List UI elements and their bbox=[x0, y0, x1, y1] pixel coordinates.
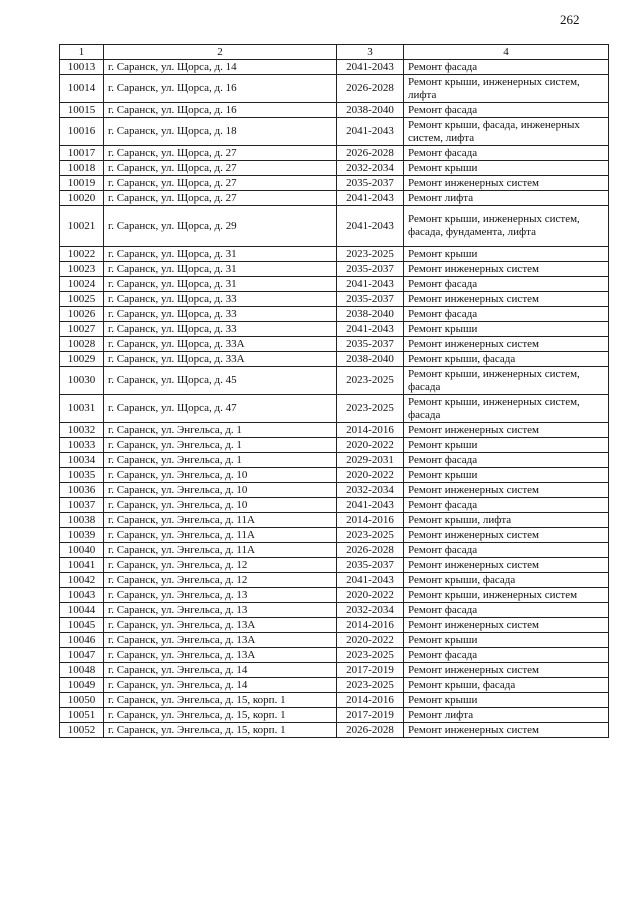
row-address: г. Саранск, ул. Щорса, д. 33 bbox=[104, 322, 337, 337]
row-work: Ремонт крыши, инженерных систем, фасада bbox=[404, 367, 609, 395]
row-period: 2014-2016 bbox=[337, 423, 404, 438]
page-number: 262 bbox=[560, 12, 580, 27]
row-id: 10032 bbox=[60, 423, 104, 438]
row-id: 10043 bbox=[60, 588, 104, 603]
row-work: Ремонт крыши bbox=[404, 438, 609, 453]
row-address: г. Саранск, ул. Энгельса, д. 13А bbox=[104, 618, 337, 633]
row-address: г. Саранск, ул. Щорса, д. 31 bbox=[104, 247, 337, 262]
row-address: г. Саранск, ул. Энгельса, д. 15, корп. 1 bbox=[104, 723, 337, 738]
row-period: 2014-2016 bbox=[337, 513, 404, 528]
row-period: 2023-2025 bbox=[337, 395, 404, 423]
row-period: 2026-2028 bbox=[337, 75, 404, 103]
row-work: Ремонт инженерных систем bbox=[404, 262, 609, 277]
row-address: г. Саранск, ул. Щорса, д. 45 bbox=[104, 367, 337, 395]
row-address: г. Саранск, ул. Щорса, д. 33А bbox=[104, 337, 337, 352]
row-address: г. Саранск, ул. Щорса, д. 31 bbox=[104, 262, 337, 277]
row-period: 2038-2040 bbox=[337, 352, 404, 367]
table-row bbox=[60, 60, 609, 75]
row-work: Ремонт крыши bbox=[404, 322, 609, 337]
row-period: 2032-2034 bbox=[337, 483, 404, 498]
table-row bbox=[60, 648, 609, 663]
row-work: Ремонт лифта bbox=[404, 191, 609, 206]
row-work: Ремонт крыши bbox=[404, 693, 609, 708]
header-row bbox=[60, 45, 609, 60]
row-address: г. Саранск, ул. Щорса, д. 27 bbox=[104, 161, 337, 176]
row-id: 10019 bbox=[60, 176, 104, 191]
row-work: Ремонт инженерных систем bbox=[404, 176, 609, 191]
row-work: Ремонт инженерных систем bbox=[404, 528, 609, 543]
row-id: 10050 bbox=[60, 693, 104, 708]
row-work: Ремонт фасада bbox=[404, 60, 609, 75]
row-id: 10047 bbox=[60, 648, 104, 663]
table-row bbox=[60, 678, 609, 693]
header-col-2: 2 bbox=[104, 45, 337, 60]
row-period: 2041-2043 bbox=[337, 322, 404, 337]
header-col-1: 1 bbox=[60, 45, 104, 60]
row-address: г. Саранск, ул. Энгельса, д. 1 bbox=[104, 423, 337, 438]
row-period: 2041-2043 bbox=[337, 498, 404, 513]
row-period: 2020-2022 bbox=[337, 588, 404, 603]
row-id: 10015 bbox=[60, 103, 104, 118]
row-address: г. Саранск, ул. Энгельса, д. 13 bbox=[104, 603, 337, 618]
header-col-3: 3 bbox=[337, 45, 404, 60]
row-address: г. Саранск, ул. Энгельса, д. 14 bbox=[104, 663, 337, 678]
table-row bbox=[60, 483, 609, 498]
row-work: Ремонт инженерных систем bbox=[404, 423, 609, 438]
table-row bbox=[60, 75, 609, 103]
table-row bbox=[60, 633, 609, 648]
row-period: 2026-2028 bbox=[337, 146, 404, 161]
row-work: Ремонт инженерных систем bbox=[404, 337, 609, 352]
row-id: 10016 bbox=[60, 118, 104, 146]
row-address: г. Саранск, ул. Энгельса, д. 10 bbox=[104, 468, 337, 483]
row-address: г. Саранск, ул. Щорса, д. 33 bbox=[104, 292, 337, 307]
row-id: 10039 bbox=[60, 528, 104, 543]
table-body bbox=[60, 60, 609, 738]
row-id: 10018 bbox=[60, 161, 104, 176]
row-id: 10024 bbox=[60, 277, 104, 292]
row-id: 10023 bbox=[60, 262, 104, 277]
row-period: 2032-2034 bbox=[337, 603, 404, 618]
row-period: 2020-2022 bbox=[337, 468, 404, 483]
table-row bbox=[60, 307, 609, 322]
row-period: 2023-2025 bbox=[337, 648, 404, 663]
row-work: Ремонт фасада bbox=[404, 277, 609, 292]
row-period: 2023-2025 bbox=[337, 678, 404, 693]
row-address: г. Саранск, ул. Энгельса, д. 13 bbox=[104, 588, 337, 603]
row-address: г. Саранск, ул. Щорса, д. 29 bbox=[104, 206, 337, 247]
row-address: г. Саранск, ул. Энгельса, д. 1 bbox=[104, 453, 337, 468]
table-row bbox=[60, 146, 609, 161]
table-row bbox=[60, 663, 609, 678]
row-id: 10049 bbox=[60, 678, 104, 693]
row-work: Ремонт крыши bbox=[404, 161, 609, 176]
row-address: г. Саранск, ул. Энгельса, д. 11А bbox=[104, 528, 337, 543]
row-id: 10046 bbox=[60, 633, 104, 648]
row-address: г. Саранск, ул. Щорса, д. 27 bbox=[104, 176, 337, 191]
row-period: 2035-2037 bbox=[337, 337, 404, 352]
row-period: 2041-2043 bbox=[337, 206, 404, 247]
row-id: 10038 bbox=[60, 513, 104, 528]
row-period: 2020-2022 bbox=[337, 438, 404, 453]
table-row bbox=[60, 247, 609, 262]
table-row bbox=[60, 618, 609, 633]
row-address: г. Саранск, ул. Энгельса, д. 12 bbox=[104, 558, 337, 573]
row-id: 10036 bbox=[60, 483, 104, 498]
row-period: 2014-2016 bbox=[337, 693, 404, 708]
row-address: г. Саранск, ул. Щорса, д. 27 bbox=[104, 191, 337, 206]
row-period: 2026-2028 bbox=[337, 723, 404, 738]
row-address: г. Саранск, ул. Щорса, д. 33 bbox=[104, 307, 337, 322]
row-work: Ремонт крыши bbox=[404, 633, 609, 648]
row-id: 10017 bbox=[60, 146, 104, 161]
row-period: 2041-2043 bbox=[337, 60, 404, 75]
row-address: г. Саранск, ул. Щорса, д. 18 bbox=[104, 118, 337, 146]
row-id: 10028 bbox=[60, 337, 104, 352]
row-id: 10020 bbox=[60, 191, 104, 206]
table-row bbox=[60, 292, 609, 307]
row-work: Ремонт инженерных систем bbox=[404, 483, 609, 498]
row-address: г. Саранск, ул. Щорса, д. 33А bbox=[104, 352, 337, 367]
row-address: г. Саранск, ул. Энгельса, д. 15, корп. 1 bbox=[104, 708, 337, 723]
table-row bbox=[60, 453, 609, 468]
row-address: г. Саранск, ул. Энгельса, д. 10 bbox=[104, 483, 337, 498]
row-period: 2038-2040 bbox=[337, 103, 404, 118]
row-period: 2035-2037 bbox=[337, 292, 404, 307]
row-period: 2035-2037 bbox=[337, 176, 404, 191]
table-row bbox=[60, 191, 609, 206]
row-period: 2017-2019 bbox=[337, 663, 404, 678]
row-work: Ремонт крыши, лифта bbox=[404, 513, 609, 528]
row-work: Ремонт крыши, инженерных систем, лифта bbox=[404, 75, 609, 103]
row-id: 10021 bbox=[60, 206, 104, 247]
row-address: г. Саранск, ул. Энгельса, д. 15, корп. 1 bbox=[104, 693, 337, 708]
row-period: 2023-2025 bbox=[337, 247, 404, 262]
table-row bbox=[60, 693, 609, 708]
table-row bbox=[60, 588, 609, 603]
row-work: Ремонт фасада bbox=[404, 146, 609, 161]
row-id: 10030 bbox=[60, 367, 104, 395]
table-row bbox=[60, 543, 609, 558]
row-work: Ремонт инженерных систем bbox=[404, 663, 609, 678]
table-row bbox=[60, 262, 609, 277]
table-row bbox=[60, 277, 609, 292]
row-work: Ремонт инженерных систем bbox=[404, 618, 609, 633]
row-id: 10022 bbox=[60, 247, 104, 262]
row-period: 2014-2016 bbox=[337, 618, 404, 633]
row-period: 2041-2043 bbox=[337, 277, 404, 292]
row-work: Ремонт крыши bbox=[404, 468, 609, 483]
row-id: 10026 bbox=[60, 307, 104, 322]
table-row bbox=[60, 118, 609, 146]
row-work: Ремонт крыши, фасада bbox=[404, 352, 609, 367]
row-id: 10051 bbox=[60, 708, 104, 723]
table-row bbox=[60, 528, 609, 543]
table-row bbox=[60, 723, 609, 738]
repair-schedule-table bbox=[59, 44, 609, 738]
table-row bbox=[60, 395, 609, 423]
table-row bbox=[60, 322, 609, 337]
row-address: г. Саранск, ул. Щорса, д. 16 bbox=[104, 75, 337, 103]
row-work: Ремонт фасада bbox=[404, 307, 609, 322]
row-address: г. Саранск, ул. Энгельса, д. 11А bbox=[104, 543, 337, 558]
row-period: 2035-2037 bbox=[337, 262, 404, 277]
row-period: 2017-2019 bbox=[337, 708, 404, 723]
row-id: 10041 bbox=[60, 558, 104, 573]
row-work: Ремонт фасада bbox=[404, 543, 609, 558]
table-row bbox=[60, 367, 609, 395]
row-period: 2035-2037 bbox=[337, 558, 404, 573]
row-address: г. Саранск, ул. Щорса, д. 16 bbox=[104, 103, 337, 118]
row-period: 2023-2025 bbox=[337, 528, 404, 543]
table-row bbox=[60, 468, 609, 483]
row-address: г. Саранск, ул. Энгельса, д. 10 bbox=[104, 498, 337, 513]
row-address: г. Саранск, ул. Щорса, д. 31 bbox=[104, 277, 337, 292]
table-row bbox=[60, 558, 609, 573]
row-id: 10013 bbox=[60, 60, 104, 75]
row-work: Ремонт фасада bbox=[404, 498, 609, 513]
table-row bbox=[60, 161, 609, 176]
row-id: 10035 bbox=[60, 468, 104, 483]
row-address: г. Саранск, ул. Энгельса, д. 11А bbox=[104, 513, 337, 528]
row-work: Ремонт крыши, инженерных систем, фасада bbox=[404, 395, 609, 423]
row-id: 10042 bbox=[60, 573, 104, 588]
row-period: 2041-2043 bbox=[337, 573, 404, 588]
row-period: 2041-2043 bbox=[337, 118, 404, 146]
row-work: Ремонт фасада bbox=[404, 648, 609, 663]
row-work: Ремонт фасада bbox=[404, 453, 609, 468]
row-address: г. Саранск, ул. Щорса, д. 47 bbox=[104, 395, 337, 423]
table-row bbox=[60, 423, 609, 438]
row-id: 10034 bbox=[60, 453, 104, 468]
table-row bbox=[60, 498, 609, 513]
row-address: г. Саранск, ул. Щорса, д. 14 bbox=[104, 60, 337, 75]
row-period: 2029-2031 bbox=[337, 453, 404, 468]
row-address: г. Саранск, ул. Энгельса, д. 14 bbox=[104, 678, 337, 693]
table-row bbox=[60, 438, 609, 453]
row-work: Ремонт инженерных систем bbox=[404, 558, 609, 573]
row-address: г. Саранск, ул. Энгельса, д. 1 bbox=[104, 438, 337, 453]
row-work: Ремонт инженерных систем bbox=[404, 723, 609, 738]
row-period: 2020-2022 bbox=[337, 633, 404, 648]
row-id: 10040 bbox=[60, 543, 104, 558]
row-work: Ремонт лифта bbox=[404, 708, 609, 723]
row-id: 10037 bbox=[60, 498, 104, 513]
row-id: 10025 bbox=[60, 292, 104, 307]
table-row bbox=[60, 103, 609, 118]
table-row bbox=[60, 573, 609, 588]
row-address: г. Саранск, ул. Энгельса, д. 13А bbox=[104, 648, 337, 663]
row-id: 10029 bbox=[60, 352, 104, 367]
table-row bbox=[60, 603, 609, 618]
row-work: Ремонт крыши bbox=[404, 247, 609, 262]
row-work: Ремонт фасада bbox=[404, 603, 609, 618]
row-period: 2041-2043 bbox=[337, 191, 404, 206]
row-id: 10033 bbox=[60, 438, 104, 453]
table-row bbox=[60, 352, 609, 367]
row-work: Ремонт фасада bbox=[404, 103, 609, 118]
row-period: 2023-2025 bbox=[337, 367, 404, 395]
row-address: г. Саранск, ул. Энгельса, д. 13А bbox=[104, 633, 337, 648]
row-address: г. Саранск, ул. Щорса, д. 27 bbox=[104, 146, 337, 161]
row-address: г. Саранск, ул. Энгельса, д. 12 bbox=[104, 573, 337, 588]
table-row bbox=[60, 513, 609, 528]
table-row bbox=[60, 176, 609, 191]
row-work: Ремонт крыши, фасада bbox=[404, 573, 609, 588]
row-period: 2032-2034 bbox=[337, 161, 404, 176]
row-period: 2026-2028 bbox=[337, 543, 404, 558]
header-col-4: 4 bbox=[404, 45, 609, 60]
row-id: 10052 bbox=[60, 723, 104, 738]
row-id: 10045 bbox=[60, 618, 104, 633]
row-id: 10044 bbox=[60, 603, 104, 618]
row-id: 10027 bbox=[60, 322, 104, 337]
row-id: 10014 bbox=[60, 75, 104, 103]
row-work: Ремонт крыши, фасада, инженерных систем, лифта bbox=[404, 118, 609, 146]
table-row bbox=[60, 708, 609, 723]
row-work: Ремонт крыши, фасада bbox=[404, 678, 609, 693]
row-work: Ремонт инженерных систем bbox=[404, 292, 609, 307]
row-work: Ремонт крыши, инженерных систем, фасада, фундамента, лифта bbox=[404, 206, 609, 247]
row-period: 2038-2040 bbox=[337, 307, 404, 322]
table-row bbox=[60, 206, 609, 247]
row-id: 10031 bbox=[60, 395, 104, 423]
row-id: 10048 bbox=[60, 663, 104, 678]
table-row bbox=[60, 337, 609, 352]
row-work: Ремонт крыши, инженерных систем bbox=[404, 588, 609, 603]
